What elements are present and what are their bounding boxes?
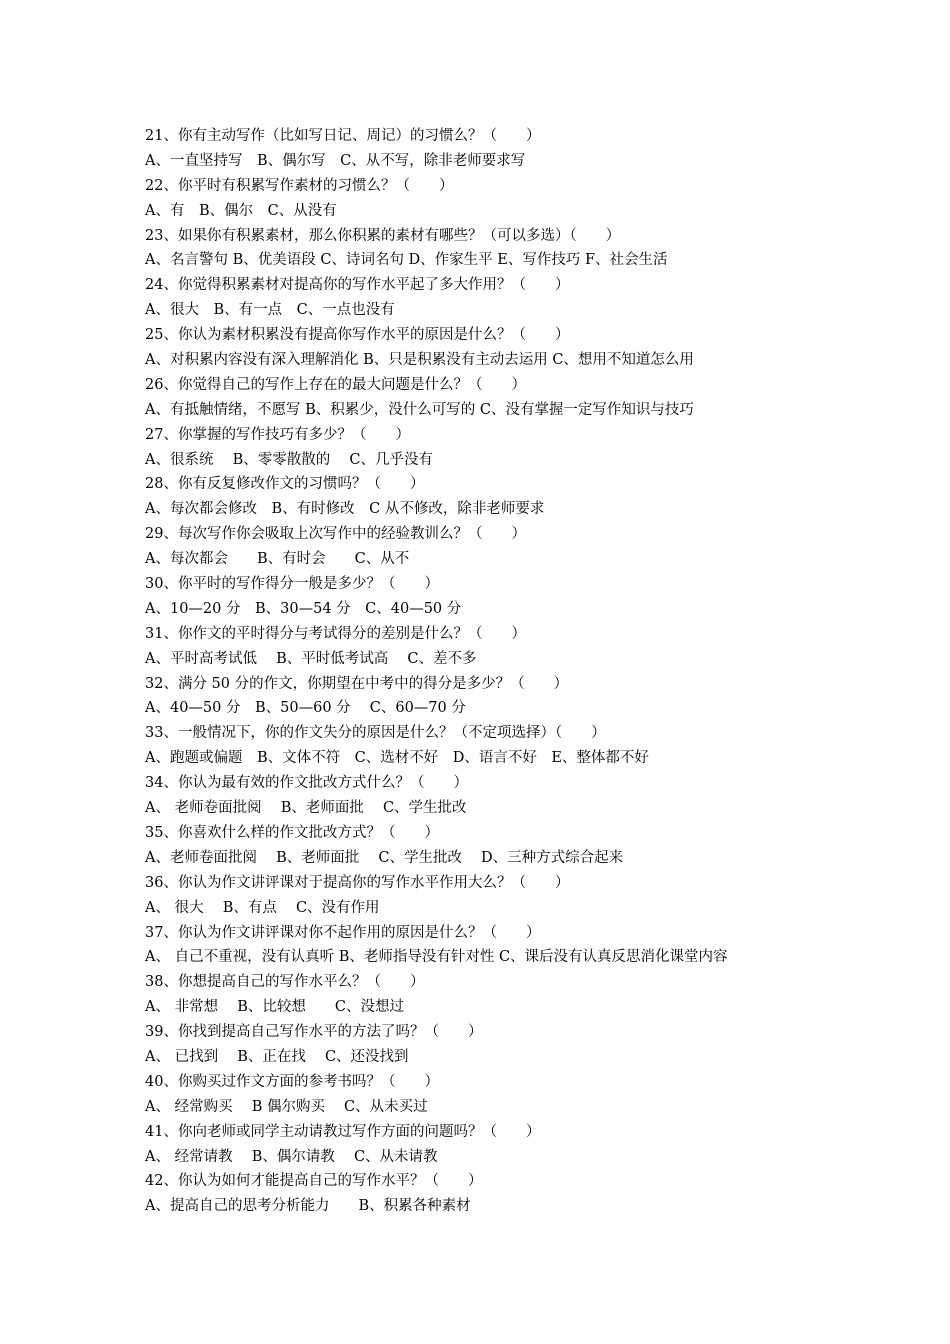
questionnaire-page xyxy=(145,124,925,1219)
question-30: 30、你平时的写作得分一般是多少？（ ） xyxy=(145,576,439,593)
question-23: 23、如果你有积累素材，那么你积累的素材有哪些？（可以多选）（ ） xyxy=(145,227,621,244)
question-32: 32、满分 50 分的作文，你期望在中考中的得分是多少？（ ） xyxy=(145,675,569,692)
options-30: A、10—20 分 B、30—54 分 C、40—50 分 xyxy=(145,600,462,617)
options-23: A、名言警句 B、优美语段 C、诗词名句 D、作家生平 E、写作技巧 F、社会生活 xyxy=(145,252,668,269)
options-36: A、 很大 B、有点 C、没有作用 xyxy=(145,899,380,916)
question-31: 31、你作文的平时得分与考试得分的差别是什么？（ ） xyxy=(145,625,526,642)
options-38: A、 非常想 B、比较想 C、没想过 xyxy=(145,999,404,1016)
options-22: A、有 B、偶尔 C、从没有 xyxy=(145,202,337,219)
question-41: 41、你向老师或同学主动请教过写作方面的问题吗？（ ） xyxy=(145,1123,541,1140)
question-22: 22、你平时有积累写作素材的习惯么？（ ） xyxy=(145,177,454,194)
options-25: A、对积累内容没有深入理解消化 B、只是积累没有主动去运用 C、想用不知道怎么用 xyxy=(145,352,694,369)
question-37: 37、你认为作文讲评课对你不起作用的原因是什么？（ ） xyxy=(145,924,541,941)
options-35: A、老师卷面批阅 B、老师面批 C、学生批改 D、三种方式综合起来 xyxy=(145,849,624,866)
options-34: A、 老师卷面批阅 B、老师面批 C、学生批改 xyxy=(145,800,467,817)
options-41: A、 经常请教 B、偶尔请教 C、从未请教 xyxy=(145,1148,438,1165)
question-40: 40、你购买过作文方面的参考书吗？（ ） xyxy=(145,1073,439,1090)
question-26: 26、你觉得自己的写作上存在的最大问题是什么？（ ） xyxy=(145,376,526,393)
question-38: 38、你想提高自己的写作水平么？（ ） xyxy=(145,974,425,991)
options-27: A、很系统 B、零零散散的 C、几乎没有 xyxy=(145,451,433,468)
question-25: 25、你认为素材积累没有提高你写作水平的原因是什么？（ ） xyxy=(145,327,570,344)
question-42: 42、你认为如何才能提高自己的写作水平？（ ） xyxy=(145,1173,483,1190)
question-27: 27、你掌握的写作技巧有多少？（ ） xyxy=(145,426,410,443)
options-24: A、很大 B、有一点 C、一点也没有 xyxy=(145,302,395,319)
options-28: A、每次都会修改 B、有时修改 C 从不修改，除非老师要求 xyxy=(145,501,545,518)
options-26: A、有抵触情绪，不愿写 B、积累少，没什么可写的 C、没有掌握一定写作知识与技巧 xyxy=(145,401,694,418)
question-35: 35、你喜欢什么样的作文批改方式？（ ） xyxy=(145,824,439,841)
question-34: 34、你认为最有效的作文批改方式什么？（ ） xyxy=(145,775,468,792)
options-33: A、跑题或偏题 B、文体不符 C、选材不好 D、语言不好 E、整体都不好 xyxy=(145,750,649,767)
options-37: A、 自己不重视，没有认真听 B、老师指导没有针对性 C、课后没有认真反思消化课堂内容 xyxy=(145,949,728,966)
question-39: 39、你找到提高自己写作水平的方法了吗？（ ） xyxy=(145,1024,483,1041)
options-39: A、 已找到 B、正在找 C、还没找到 xyxy=(145,1048,409,1065)
options-42: A、提高自己的思考分析能力 B、积累各种素材 xyxy=(145,1198,471,1215)
options-31: A、平时高考试低 B、平时低考试高 C、差不多 xyxy=(145,650,477,667)
options-40: A、 经常购买 B 偶尔购买 C、从未买过 xyxy=(145,1098,428,1115)
question-29: 29、每次写作你会吸取上次写作中的经验教训么？（ ） xyxy=(145,526,526,543)
question-33: 33、一般情况下，你的作文失分的原因是什么？（不定项选择）（ ） xyxy=(145,725,606,742)
question-24: 24、你觉得积累素材对提高你的写作水平起了多大作用？（ ） xyxy=(145,277,570,294)
options-32: A、40—50 分 B、50—60 分 C、60—70 分 xyxy=(145,700,466,717)
options-21: A、一直坚持写 B、偶尔写 C、从不写，除非老师要求写 xyxy=(145,152,526,169)
question-21: 21、你有主动写作（比如写日记、周记）的习惯么？（ ） xyxy=(145,128,541,144)
options-29: A、每次都会 B、有时会 C、从不 xyxy=(145,551,410,568)
question-28: 28、你有反复修改作文的习惯吗？（ ） xyxy=(145,476,425,493)
question-36: 36、你认为作文讲评课对于提高你的写作水平作用大么？（ ） xyxy=(145,874,570,891)
